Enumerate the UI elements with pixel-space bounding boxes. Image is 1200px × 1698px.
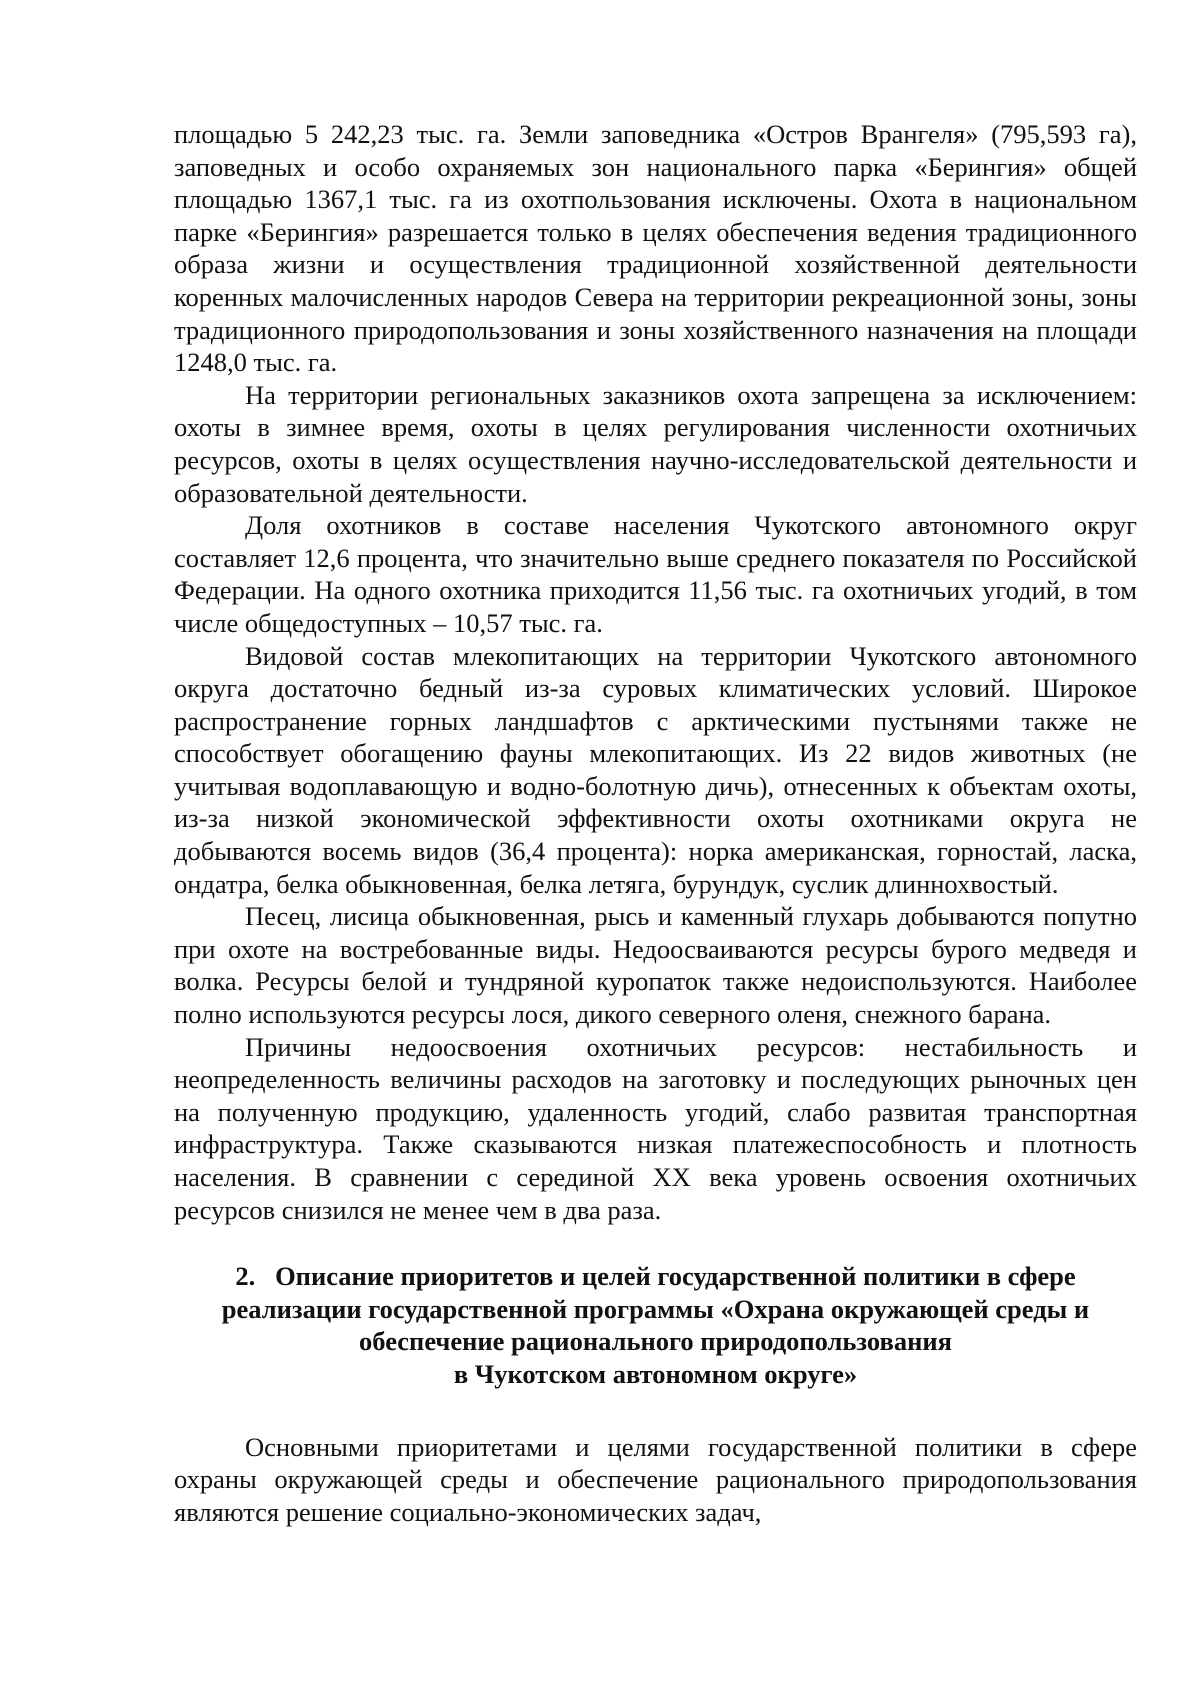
section-heading-line: в Чукотском автономном округе» (453, 1358, 858, 1389)
paragraph-hunting-lands: площадью 5 242,23 тыс. га. Земли заповедника «Остров Врангеля» (795,593 га), заповедных и особо охраняемых зон национального парка «Берингия» общей площадью 1367,1 тыс. га из охотпользования исключены. Охота в национальном парке «Берингия» разрешается только в целях обеспечения ведения традиционного образа жизни и осуществления традиционной хозяйственной деятельности коренных малочисленных народов Севера на территории рекреационной зоны, зоны традиционного природопользования и зоны хозяйственного назначения на площади 1248,0 тыс. га. (174, 119, 1137, 378)
paragraph-species: Видовой состав млекопитающих на территории Чукотского автономного округа достаточно бедный из-за суровых климатических условий. Широкое распространение горных ландшафтов с арктическими пустынями также не способствует обогащению фауны млекопитающих. Из 22 видов животных (не учитывая водоплавающую и водно-болотную дичь), отнесенных к объектам охоты, из-за низкой экономической эффективности охоты охотниками округа не добываются восемь видов (36,4 процента): норка американская, горностай, ласка, ондатра, белка обыкновенная, белка летяга, бурундук, суслик длиннохвостый. (174, 640, 1137, 899)
paragraph-reserves: На территории региональных заказников охота запрещена за исключением: охоты в зимнее время, охоты в целях регулирования численности охотничьих ресурсов, охоты в целях осуществления научно-исследовательской деятельности и образовательной деятельности. (174, 379, 1137, 508)
paragraph-resources-use: Песец, лисица обыкновенная, рысь и каменный глухарь добываются попутно при охоте на востребованные виды. Недоосваиваются ресурсы бурого медведя и волка. Ресурсы белой и тундряной куропаток также недоиспользуются. Наиболее полно используются ресурсы лося, дикого северного оленя, снежного барана. (174, 901, 1137, 1030)
document-page (174, 118, 1137, 1528)
section-heading-line: 2. Описание приоритетов и целей государственной политики в сфере (235, 1261, 1076, 1292)
paragraph-hunters-share: Доля охотников в составе населения Чукотского автономного округ составляет 12,6 процента, что значительно выше среднего показателя по Российской Федерации. На одного охотника приходится 11,56 тыс. га охотничьих угодий, в том числе общедоступных – 10,57 тыс. га. (174, 510, 1137, 638)
section-heading (174, 1260, 1137, 1390)
paragraph-priorities: Основными приоритетами и целями государственной политики в сфере охраны окружающей среды и обеспечение рационального природопользования являются решение социально-экономических задач, (174, 1431, 1137, 1527)
section-heading-line: реализации государственной программы «Охрана окружающей среды и (221, 1293, 1090, 1324)
section-heading-line: обеспечение рационального природопользования (359, 1326, 952, 1357)
paragraph-reasons: Причины недоосвоения охотничьих ресурсов: нестабильность и неопределенность величины расходов на заготовку и последующих рыночных цен на полученную продукцию, удаленность угодий, слабо развитая транспортная инфраструктура. Также сказываются низкая платежеспособность и плотность населения. В сравнении с серединой XX века уровень освоения охотничьих ресурсов снизился не менее чем в два раза. (174, 1031, 1137, 1225)
